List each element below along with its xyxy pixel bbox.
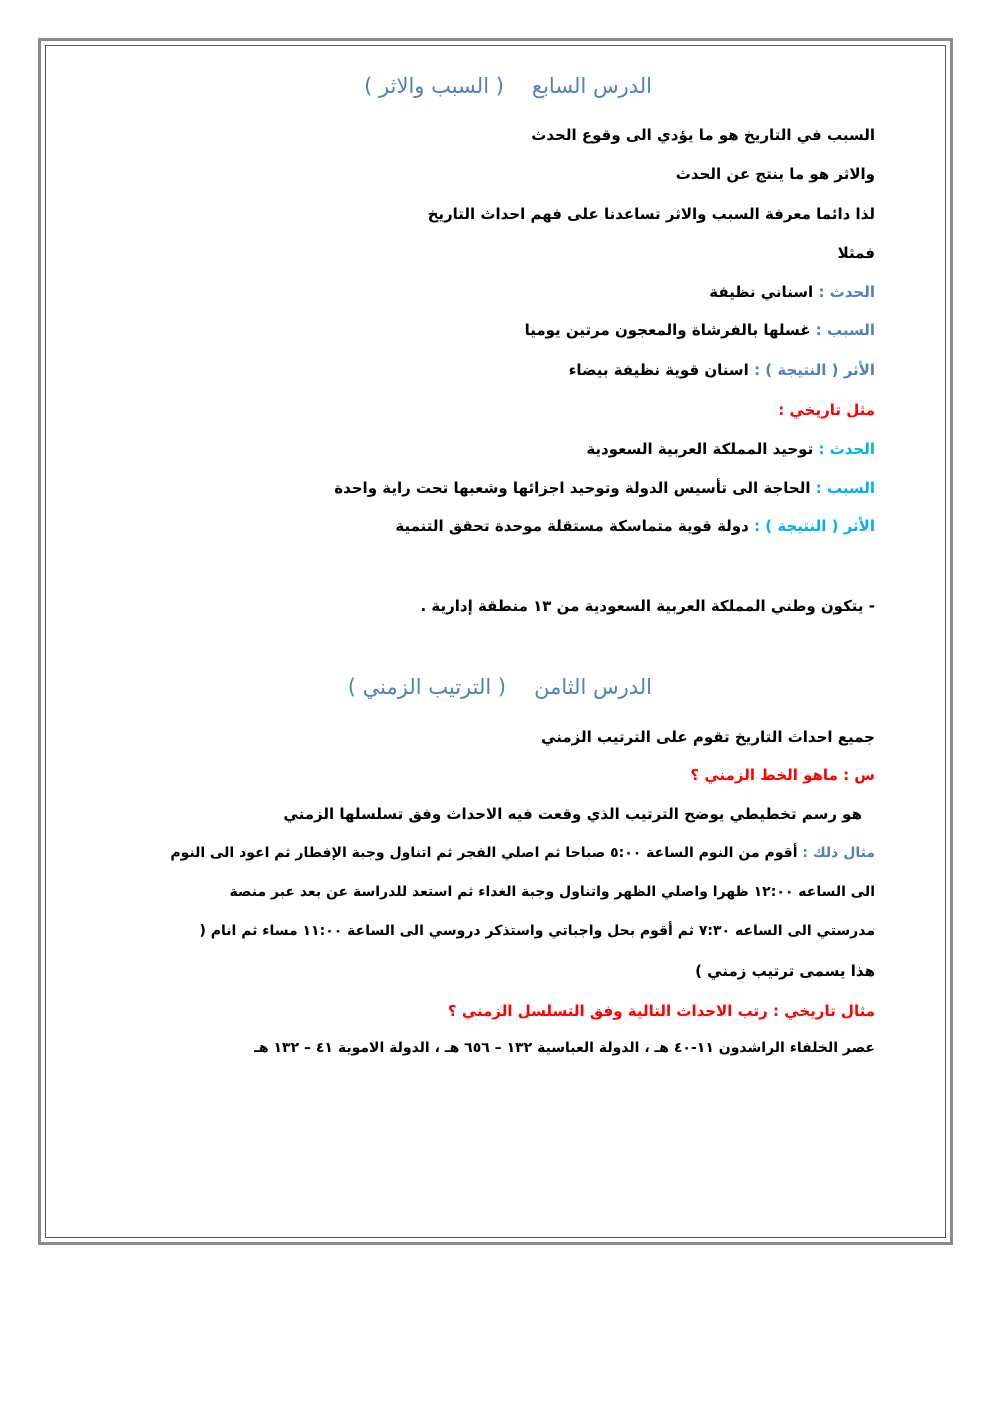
timeline-example-line-4: هذا يسمى ترتيب زمني ) [695, 962, 875, 980]
eras-list: عصر الخلفاء الراشدون ١١-٤٠ هـ ، الدولة العباسية ١٣٢ – ٦٥٦ هـ ، الدولة الاموية ٤١ – ١٣٢ هـ [254, 1040, 875, 1056]
lesson7-title-group [364, 74, 652, 98]
example2-cause [334, 479, 875, 497]
lesson7-subtitle: ( السبب والاثر ) [364, 74, 504, 98]
lesson8-title-group [348, 675, 652, 699]
lesson7-title: الدرس السابع [531, 74, 652, 98]
lesson8-title: الدرس الثامن [534, 675, 652, 699]
example2-effect-label: الأثر ( النتيجة ) : [754, 517, 875, 535]
example1-event-text: اسناني نظيفة [709, 283, 814, 301]
timeline-question: س : ماهو الخط الزمني ؟ [690, 766, 875, 784]
timeline-example-line-1 [112, 845, 875, 861]
example2-effect [395, 517, 875, 535]
example1-effect-text: اسنان قوية نظيفة بيضاء [568, 361, 749, 379]
lesson7-line-3: لذا دائما معرفة السبب والاثر تساعدنا على فهم احداث التاريخ [427, 205, 875, 223]
example1-effect [569, 361, 875, 379]
example2-cause-label: السبب : [815, 479, 875, 497]
example2-cause-text: الحاجة الى تأسيس الدولة وتوحيد اجزائها وشعبها تحت راية واحدة [334, 479, 811, 497]
historical-order-task: مثال تاريخي : رتب الاحداث التالية وفق التسلسل الزمني ؟ [447, 1002, 875, 1020]
example1-cause-text: غسلها بالفرشاة والمعجون مرتين يوميا [524, 321, 811, 339]
regions-bullet: - يتكون وطني المملكة العربية السعودية من ١٣ منطقة إدارية . [420, 597, 875, 615]
page-border-inner [45, 45, 946, 1238]
timeline-example-text-1: أقوم من النوم الساعة ٥:٠٠ صباحا ثم اصلي الفجر ثم اتناول وجبة الإفطار ثم اعود الى النوم [170, 845, 798, 861]
example2-event-label: الحدث : [818, 440, 875, 458]
example1-event-label: الحدث : [818, 283, 875, 301]
timeline-example-label: مثال ذلك : [802, 845, 875, 861]
lesson7-line-1: السبب في التاريخ هو ما يؤدي الى وقوع الحدث [531, 126, 875, 144]
lesson8-intro: جميع احداث التاريخ تقوم على الترتيب الزمني [541, 728, 875, 746]
lesson7-line-4: فمثلا [837, 244, 875, 262]
example2-event [586, 440, 875, 458]
example2-event-text: توحيد المملكة العربية السعودية [586, 440, 814, 458]
timeline-answer: هو رسم تخطيطي يوضح الترتيب الذي وقعت فيه الاحداث وفق تسلسلها الزمني [283, 805, 862, 823]
example1-event [709, 283, 875, 301]
example2-effect-text: دولة قوية متماسكة مستقلة موحدة تحقق التنمية [395, 517, 749, 535]
timeline-example-line-2: الى الساعه ١٢:٠٠ ظهرا واصلي الظهر واتناول وجبة الغداء ثم استعد للدراسة عن بعد عبر منصة [229, 884, 875, 900]
example1-effect-label: الأثر ( النتيجة ) : [754, 361, 875, 379]
example1-cause [525, 321, 875, 339]
timeline-example-line-3: مدرستي الى الساعه ٧:٣٠ ثم أقوم بحل واجباتي واستذكر دروسي الى الساعة ١١:٠٠ مساء ثم انام ( [199, 923, 875, 939]
historical-example-heading: مثل تاريخي : [778, 401, 875, 419]
lesson8-subtitle: ( الترتيب الزمني ) [347, 675, 507, 699]
example1-cause-label: السبب : [815, 321, 875, 339]
lesson7-line-2: والاثر هو ما ينتج عن الحدث [675, 165, 875, 183]
